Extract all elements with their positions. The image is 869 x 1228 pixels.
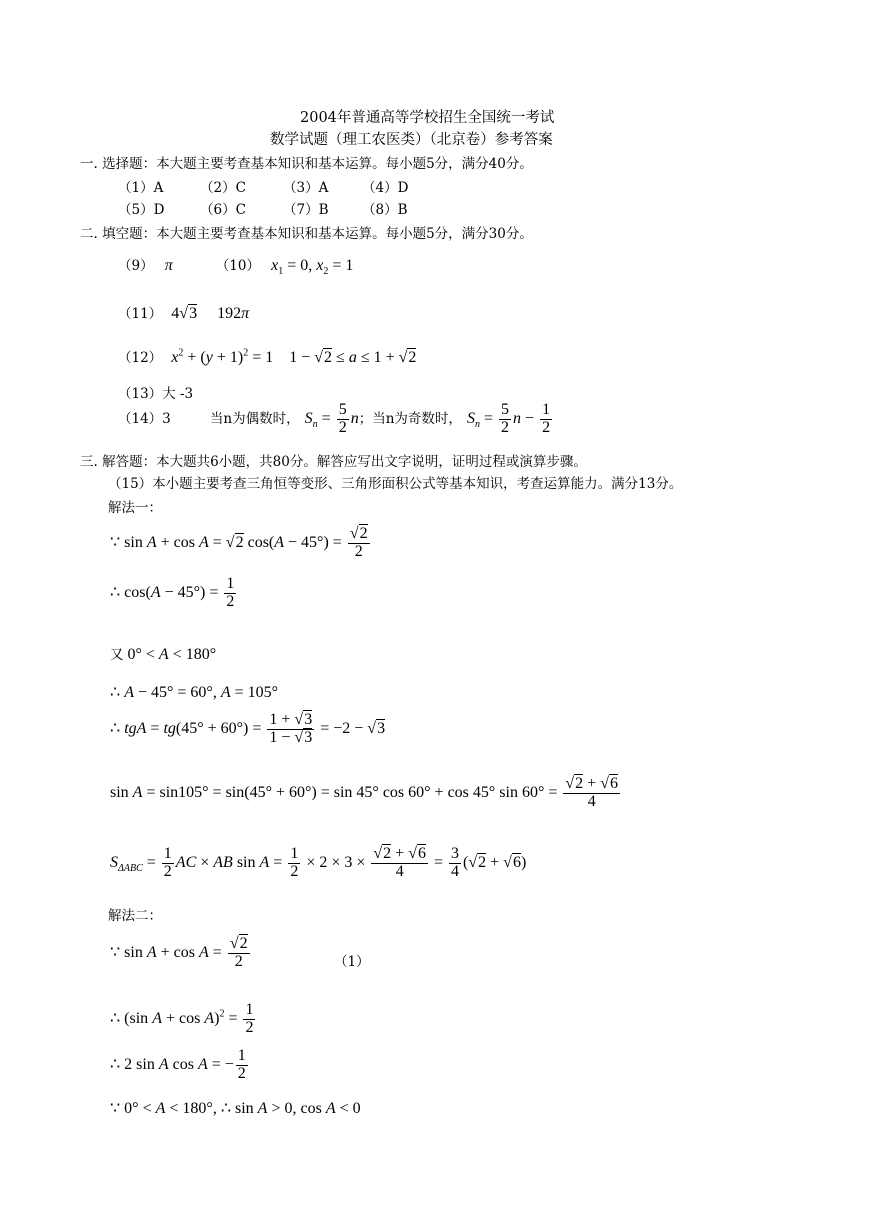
answer-7: （7）B	[283, 202, 329, 218]
m2-step-4: ∵ 0° < A < 180°, ∴ sin A > 0, cos A < 0	[110, 1100, 361, 1117]
method-2-label: 解法二：	[108, 908, 162, 924]
m1-step-5: ∴ tgA = tg(45° + 60°) = $\frac{1 + √3}{1 - √3}$ = −2 − √3	[110, 711, 386, 746]
m2-step-3: ∴ 2 sin A cos A = − $\frac{1}{2}$	[110, 1047, 246, 1082]
section-1-heading: 一. 选择题：本大题主要考查基本知识和基本运算。每小题5分，满分40分。	[80, 156, 533, 172]
q14-odd-formula: $S_n$ = $\frac{5}{2}$ n − $\frac{1}{2}$	[467, 401, 551, 436]
exam-subtitle: 数学试题（理工农医类）（北京卷）参考答案	[270, 132, 553, 148]
q11-formula: 4√3 192π	[171, 305, 250, 322]
answer-2: （2）C	[200, 180, 246, 196]
answer-6: （6）C	[200, 202, 246, 218]
m2-step-2: ∴ (sin A + cos A)$^2$ = $\frac{1}{2}$	[110, 1001, 254, 1036]
section-3-heading: 三. 解答题：本大题共6小题，共80分。解答应写出文字说明，证明过程或演算步骤。	[80, 454, 587, 470]
q10-label: （10）	[215, 258, 260, 274]
q9-label: （9）	[118, 258, 154, 274]
m1-step-1: ∵ sin A + cos A = √2 cos(A − 45°) = $\frac{√2}{2}$	[110, 525, 368, 560]
answer-8: （8）B	[362, 202, 408, 218]
q15-intro: （15）本小题主要考查三角恒等变形、三角形面积公式等基本知识，考查运算能力。满分13分。	[108, 476, 683, 492]
q14-label: （14）3	[118, 410, 171, 427]
answer-11	[118, 302, 249, 323]
answer-5: （5）D	[118, 202, 165, 218]
answer-1: （1）A	[118, 180, 164, 196]
q14-even-formula: $S_n$ = $\frac{5}{2}$ n	[304, 401, 359, 436]
q14-even-text: 当n为偶数时，	[209, 410, 300, 427]
answer-9-10	[118, 254, 353, 277]
m2-step-1: ∵ sin A + cos A = $\frac{√2}{2}$	[110, 935, 248, 970]
answer-14	[118, 402, 554, 437]
m1-step-7: $S_{\Delta ABC}$ = $\frac{1}{2}$ AC × AB sin A = $\frac{1}{2}$ × 2 × 3 × $\frac{√2 + √6}{4}$ = $\frac{3}{4}$ (√2 + √6)	[110, 845, 527, 880]
m1-step-6: sin A = sin105° = sin(45° + 60°) = sin 45° cos 60° + cos 45° sin 60° = $\frac{√2 + √6}{4}$	[110, 775, 618, 810]
answer-13: （13）大 -3	[118, 386, 194, 402]
m1-step-2: ∴ cos(A − 45°) = $\frac{1}{2}$	[110, 575, 235, 610]
q10-formula: $x_1 = 0$, $x_2 = 1$	[271, 257, 354, 278]
section-2-heading: 二. 填空题：本大题主要考查基本知识和基本运算。每小题5分，满分30分。	[80, 226, 533, 242]
method-1-label: 解法一：	[108, 500, 162, 516]
q12-label: （12）	[118, 350, 163, 366]
equation-number: （1）	[334, 954, 370, 970]
also-label: 又	[110, 647, 124, 663]
exam-title: 2004年普通高等学校招生全国统一考试	[300, 110, 555, 126]
q11-label: （11）	[118, 306, 163, 322]
answer-12	[118, 346, 416, 367]
q12-formula: $x^2 + (y + 1)^2 = 1$ 1 − √2 ≤ a ≤ 1 + √2	[171, 347, 417, 366]
q9-formula: π	[164, 257, 173, 274]
q14-odd-text: ；当n为奇数时，	[358, 410, 462, 427]
m1-step-4: ∴ A − 45° = 60°, A = 105°	[110, 684, 279, 701]
answer-3: （3）A	[283, 180, 329, 196]
answer-4: （4）D	[362, 180, 409, 196]
m1-step-3: 又 0° < A < 180°	[110, 646, 217, 663]
